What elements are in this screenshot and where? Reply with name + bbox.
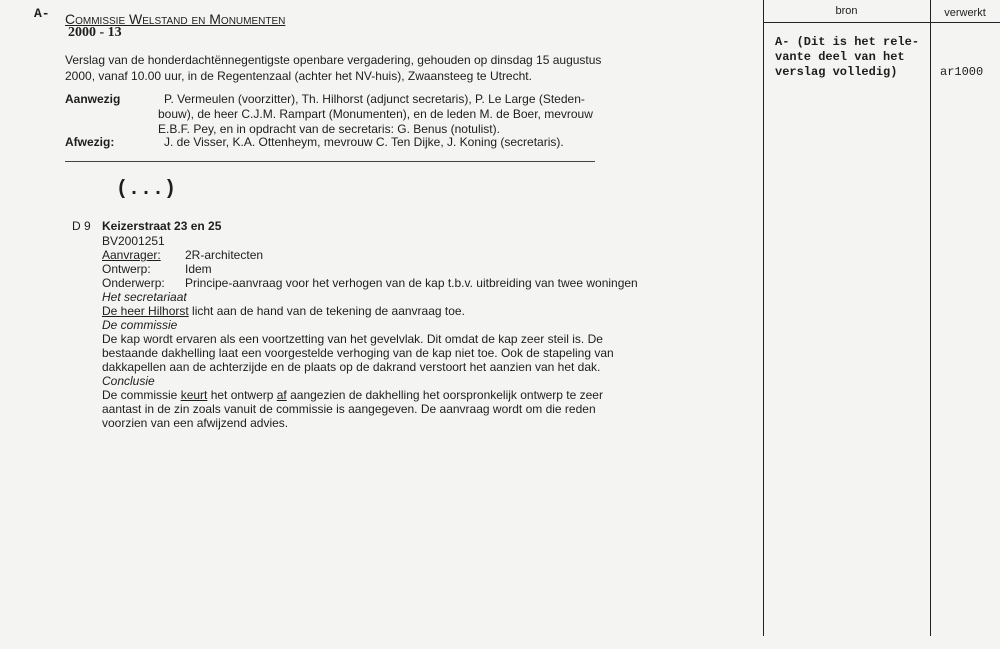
present-line-3: E.B.F. Pey, en in opdracht van de secretaris: G. Benus (notulist). — [158, 122, 500, 136]
bron-note-line-1: A- (Dit is het rele- — [775, 35, 920, 49]
side-panel-header-rule — [763, 22, 1000, 23]
conclusion-line-2: aantast in de zin zoals vanuit de commissie is aangegeven. De aanvraag wordt om die reden — [102, 402, 596, 416]
conclusion-text-c: aangezien de dakhelling het oorspronkelijk ontwerp te zeer — [286, 388, 603, 402]
design-value: Idem — [185, 262, 212, 276]
secretariat-text — [102, 304, 465, 319]
conclusion-line-3: voorzien van een afwijzend advies. — [102, 416, 289, 430]
side-panel-border-left — [763, 0, 764, 636]
present-label: Aanwezig — [65, 92, 121, 106]
conclusion-text-a: De commissie — [102, 388, 181, 402]
subject-label: Onderwerp: — [102, 276, 165, 290]
verwerkt-header: verwerkt — [944, 7, 986, 19]
item-code: D 9 — [72, 219, 91, 233]
conclusion-heading: Conclusie — [102, 374, 155, 388]
intro-line-2: 2000, vanaf 10.00 uur, in de Regentenzaal (achter het NV-huis), Zwaansteeg te Utrecht. — [65, 69, 532, 83]
conclusion-af: af — [276, 388, 287, 402]
commission-line-1: De kap wordt ervaren als een voortzetting van het gevelvlak. Dit omdat de kap zeer steil is. De — [102, 332, 603, 346]
intro-line-1: Verslag van de honderdachtënnegentigste openbare vergadering, gehouden op dinsdag 15 augustus — [65, 53, 602, 67]
present-line-1: P. Vermeulen (voorzitter), Th. Hilhorst (adjunct secretaris), P. Le Large (Steden- — [164, 92, 585, 106]
bron-note-line-2: vante deel van het — [775, 50, 905, 64]
verwerkt-value: ar1000 — [940, 65, 984, 79]
side-panel-column-divider — [930, 0, 931, 636]
commission-heading: De commissie — [102, 318, 178, 332]
omission-mark: (...) — [116, 178, 177, 201]
subject-value: Principe-aanvraag voor het verhogen van de kap t.b.v. uitbreiding van twee woningen — [185, 276, 638, 290]
organization-name: Commissie Welstand en Monumenten — [65, 11, 286, 27]
item-reference: BV2001251 — [102, 234, 165, 248]
commission-line-2: bestaande dakhelling laat een voorgestelde verhoging van de kap niet toe. Ook de stapeling van — [102, 346, 614, 360]
applicant-value: 2R-architecten — [185, 248, 264, 262]
conclusion-line-1 — [102, 388, 603, 403]
secretariat-rest: licht aan de hand van de tekening de aanvraag toe. — [188, 304, 465, 318]
secretariat-name: De heer Hilhorst — [102, 304, 189, 318]
margin-mark: A- — [34, 6, 50, 21]
item-title: Keizerstraat 23 en 25 — [102, 219, 222, 233]
design-label: Ontwerp: — [102, 262, 151, 276]
absent-label: Afwezig: — [65, 135, 115, 149]
present-line-2: bouw), de heer C.J.M. Rampart (Monumenten), en de leden M. de Boer, mevrouw — [158, 107, 593, 121]
absent-text: J. de Visser, K.A. Ottenheym, mevrouw C. Ten Dijke, J. Koning (secretaris). — [164, 135, 564, 149]
conclusion-keurt: keurt — [180, 388, 208, 402]
applicant-label: Aanvrager: — [102, 248, 161, 262]
secretariat-heading: Het secretariaat — [102, 290, 187, 304]
doc-number: 2000 - 13 — [68, 25, 122, 40]
commission-line-3: dakkapellen aan de achterzijde en de plaats op de dakrand verstoort het aanzien van het dak. — [102, 360, 601, 374]
bron-note-line-3: verslag volledig) — [775, 65, 898, 79]
header-divider — [65, 161, 595, 162]
bron-header: bron — [835, 5, 858, 17]
conclusion-text-b: het ontwerp — [207, 388, 277, 402]
